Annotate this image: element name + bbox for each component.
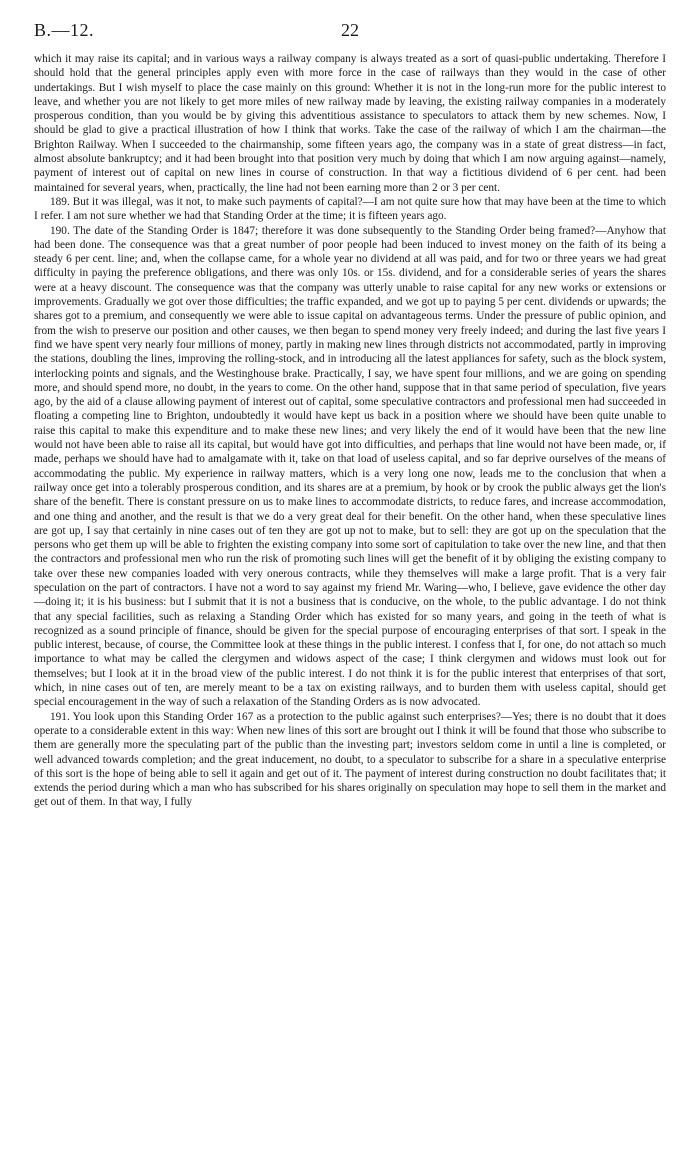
page-header: [34, 20, 666, 46]
document-reference: B.—12.: [34, 20, 95, 40]
paragraph-question-189: 189. But it was illegal, was it not, to make such payments of capital?—I am not quite sure how that may have been at the time to which I refer. I am not sure whether we had that Standing Order at the time; it is fifteen years ago.: [34, 195, 666, 223]
paragraph-continuation: which it may raise its capital; and in various ways a railway company is always treated as a sort of quasi-public undertaking. Therefore I should hold that the general principles apply even with more force in the case of railways than they would in the case of other undertakings. But I wish myself to place the case mainly on this ground: Whether it is not in the long-run more for the public interest to leave, and whether you are not likely to get more miles of new railway made by leaving, the existing railway companies in a moderately prosperous condition, than you would be by giving this adventitious assistance to speculators to attack them by new schemes. Now, I should be glad to give a practical illustration of how I think that works. Take the case of the railway of which I am the chairman—the Brighton Railway. When I succeeded to the chairmanship, some fifteen years ago, the company was in a state of great distress—in fact, almost absolute bankruptcy; and it had been brought into that position very much by doing that which I am now arguing against—namely, payment of interest out of capital on new lines in course of construction. In that way a fictitious dividend of 6 per cent. had been maintained for several years, when, practically, the line had not been earning more than 2 or 3 per cent.: [34, 53, 666, 194]
document-body: [34, 52, 666, 810]
paragraph-question-191: 191. You look upon this Standing Order 167 as a protection to the public against such enterprises?—Yes; there is no doubt that it does operate to a considerable extent in this way: When new lines of this sort are brought out I think it will be found that those who subscribe to them are generally more the speculating part of the public than the investing part; investors seldom come in until a line is completed, or well advanced towards completion; and the great inducement, no doubt, to a speculator to subscribe for a share in a speculative enterprise of this sort is the hope of being able to sell it again and get out of it. The payment of interest during construction no doubt facilitates that; it extends the period during which a man who has subscribed for his shares originally on speculation may hope to sell them in the market and get out of them. In that way, I fully: [34, 710, 666, 809]
paragraph-question-190: 190. The date of the Standing Order is 1847; therefore it was done subsequently to the Standing Order being framed?—Anyhow that had been done. The consequence was that a great number of poor people had been induced to invest money on the faith of its being a steady 6 per cent. line; and, when the collapse came, for a whole year no dividend at all was paid, and for two or three years we had great difficulty in paying the preference obligations, and there was only 10s. or 15s. dividend, and for a considerable series of years the shares were at a heavy discount. The consequence was that the company was utterly unable to raise capital for any new works or extensions or improvements. Gradually we got over those difficulties; the traffic expanded, and we got up to paying 5 per cent. dividends or upwards; the shares got to a premium, and consequently we were able to issue capital on advantageous terms. Under the pressure of public opinion, and from the wish to preserve our position and other causes, we then began to spend money very freely indeed; and during the last five years I find we have spent very nearly four millions of money, partly in making new lines through districts not accommodated, partly in improving the stations, doubling the lines, improving the rolling-stock, and in introducing all the latest appliances for safety, such as the block system, interlocking points and signals, and the Westinghouse brake. Practically, I say, we have spent four millions, and we are going on spending more, and should spend more, no doubt, in the years to come. On the other hand, suppose that in that same period of speculation, five years ago, by the aid of a clause allowing payment of interest out of capital, some speculative contractors and professional men had succeeded in floating a competing line to Brighton, undoubtedly it would have kept us back in a position where we should have been quite unable to raise this capital to make this expenditure and to make these new lines; and very likely the end of it would have been that the new line would not have been able to raise all its capital, but would have got into difficulties, and perhaps that line would not have been made, or, if made, perhaps we should have had to amalgamate with it, take on that load of useless capital, and so far deprive ourselves of the means of accommodating the public. My experience in railway matters, which is a very long one now, leads me to the conclusion that when a railway once get into a tolerably prosperous condition, and its shares are at a premium, by hook or by crook the public always get the lion's share of the benefit. There is constant pressure on us to make lines to accommodate districts, to reduce fares, and increase accommodation, and one thing and another, and the result is that we do a very great deal for their benefit. On the other hand, when these speculative lines are got up, I say that certainly in nine cases out of ten they are got up not to make, but to sell: they are got up on the speculation that the persons who get them up will be able to frighten the existing company into some sort of capitulation to take over the new line, and that then the contractors and professional men who run the risk of promoting such lines will get the benefit of it by obliging the existing company to take over these new companies loaded with very onerous contracts, while they themselves will make a large profit. That is a very fair speculation on the part of contractors. I have not a word to say against my friend Mr. Waring—who, I believe, gave evidence the other day—doing it; it is his business: but I submit that it is not a business that is conducive, on the whole, to the public advantage. I do not think that any special facilities, such as relaxing a Standing Order which has existed for so many years, and going in the teeth of what is recognized as a sound principle of finance, should be given for the special purpose of encouraging enterprises of that sort. I speak in the public interest, because, of course, the Committee look at these things in the public interest. I confess that I, for one, do not attach so much importance to what may be called the clergymen and widows aspect of the case; I think clergymen and widows must look out for themselves; but I look at it in the broad view of the public interest. I do not think it is for the public interest that enterprises of that sort, which, in nine cases out of ten, are merely meant to be a tax on existing railways, and to burden them with useless capital, should get special encouragement in the way of such a relaxation of the Standing Orders as is now advocated.: [34, 224, 666, 709]
page-number: 22: [341, 20, 359, 40]
